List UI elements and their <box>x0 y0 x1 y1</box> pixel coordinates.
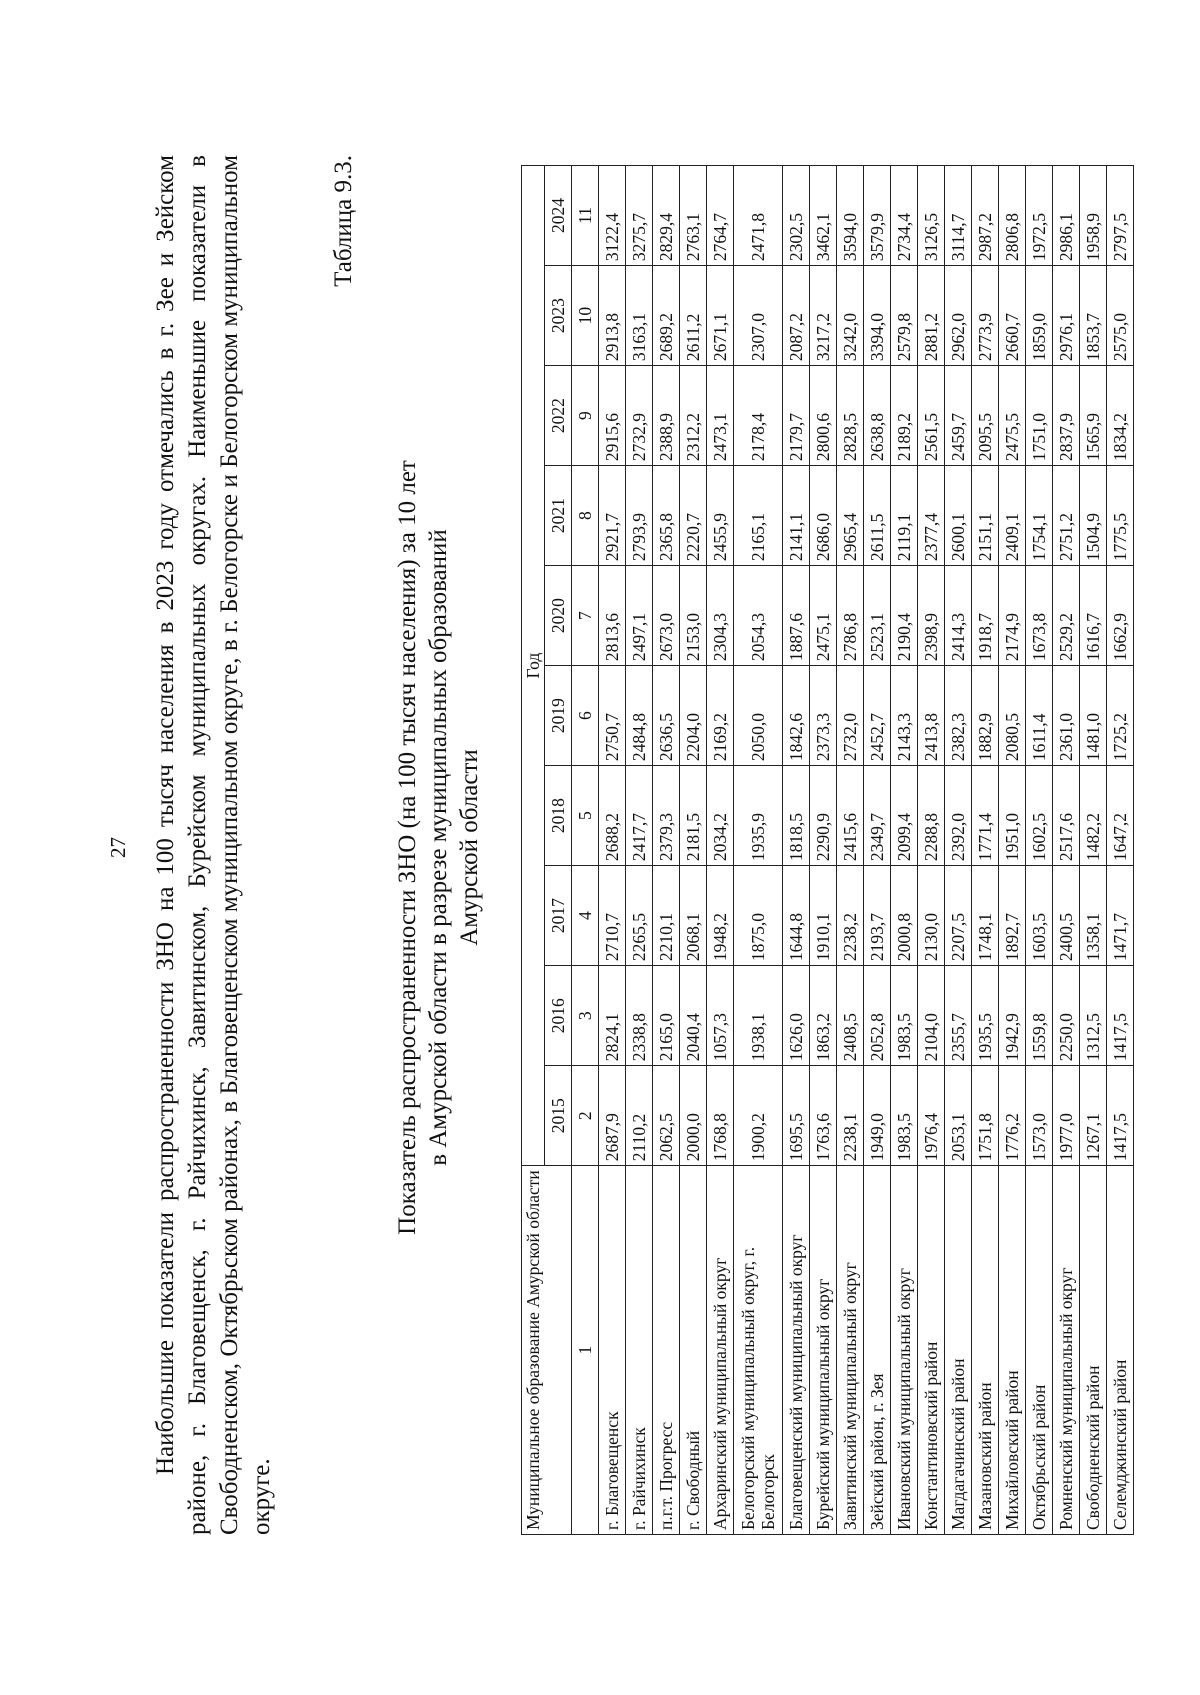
table-cell: 1417,5 <box>1107 1066 1134 1166</box>
table-cell: 1673,8 <box>1026 566 1053 666</box>
table-cell: 2671,1 <box>707 266 734 366</box>
table-cell: 2497,1 <box>626 566 653 666</box>
table-cell: 2734,4 <box>891 166 918 266</box>
table-cell: 2398,9 <box>918 566 945 666</box>
table-cell: 2382,3 <box>945 666 972 766</box>
column-number: 2 <box>572 1066 599 1166</box>
table-cell: 2304,3 <box>707 566 734 666</box>
year-header: 2020 <box>545 566 572 666</box>
table-cell: 2824,1 <box>599 966 626 1066</box>
table-cell: 2660,7 <box>999 266 1026 366</box>
table-cell: 1626,0 <box>783 966 810 1066</box>
column-number: 4 <box>572 866 599 966</box>
table-cell: 2837,9 <box>1053 366 1080 466</box>
table-cell: 1417,5 <box>1107 966 1134 1066</box>
table-cell: 2052,8 <box>864 966 891 1066</box>
table-cell: 1910,1 <box>810 866 837 966</box>
table-cell: 2579,8 <box>891 266 918 366</box>
table-cell: 1504,9 <box>1080 466 1107 566</box>
table-cell: 1573,0 <box>1026 1066 1053 1166</box>
table-cell: 2143,3 <box>891 666 918 766</box>
table-cell: 1647,2 <box>1107 766 1134 866</box>
table-cell: 3114,7 <box>945 166 972 266</box>
table-cell: 2181,5 <box>680 766 707 866</box>
column-number: 5 <box>572 766 599 866</box>
table-cell: 2793,9 <box>626 466 653 566</box>
table-cell: 2141,1 <box>783 466 810 566</box>
municipality-name: Михайловский район <box>999 1166 1026 1535</box>
table-cell: 3594,0 <box>837 166 864 266</box>
table-cell: 1695,5 <box>783 1066 810 1166</box>
table-cell: 1882,9 <box>972 666 999 766</box>
table-cell: 1751,0 <box>1026 366 1053 466</box>
table-cell: 2517,6 <box>1053 766 1080 866</box>
table-cell: 2238,2 <box>837 866 864 966</box>
table-cell: 2828,5 <box>837 366 864 466</box>
table-cell: 2377,4 <box>918 466 945 566</box>
table-cell: 2636,5 <box>653 666 680 766</box>
table-cell: 2169,2 <box>707 666 734 766</box>
table-cell: 2414,3 <box>945 566 972 666</box>
table-cell: 2881,2 <box>918 266 945 366</box>
municipality-name: Бурейский муниципальный округ <box>810 1166 837 1535</box>
municipality-name: Ромненский муниципальный округ <box>1053 1166 1080 1535</box>
table-cell: 2062,5 <box>653 1066 680 1166</box>
table-cell: 1842,6 <box>783 666 810 766</box>
municipality-name: Белогорский муниципальный округ, г. Белогорск <box>734 1166 783 1535</box>
table-cell: 2523,1 <box>864 566 891 666</box>
table-cell: 1938,1 <box>734 966 783 1066</box>
table-cell: 1977,0 <box>1053 1066 1080 1166</box>
table-cell: 2349,7 <box>864 766 891 866</box>
table-cell: 2459,7 <box>945 366 972 466</box>
table-row <box>837 166 864 1535</box>
table-cell: 1935,9 <box>734 766 783 866</box>
table-cell: 2312,2 <box>680 366 707 466</box>
table-cell: 1312,5 <box>1080 966 1107 1066</box>
table-cell: 2388,9 <box>653 366 680 466</box>
table-cell: 2751,2 <box>1053 466 1080 566</box>
table-cell: 1834,2 <box>1107 366 1134 466</box>
column-number: 6 <box>572 666 599 766</box>
table-cell: 2763,1 <box>680 166 707 266</box>
table-cell: 1748,1 <box>972 866 999 966</box>
table-cell: 2361,0 <box>1053 666 1080 766</box>
table-cell: 2000,8 <box>891 866 918 966</box>
municipality-column-header: Муниципальное образование Амурской области <box>522 1166 572 1535</box>
table-cell: 2000,0 <box>680 1066 707 1166</box>
table-cell: 1972,5 <box>1026 166 1053 266</box>
year-header: 2019 <box>545 666 572 766</box>
year-header: 2023 <box>545 266 572 366</box>
table-cell: 1983,5 <box>891 1066 918 1166</box>
table-cell: 2452,7 <box>864 666 891 766</box>
table-cell: 2529,2 <box>1053 566 1080 666</box>
table-title <box>392 0 485 1695</box>
year-header: 2021 <box>545 466 572 566</box>
table-cell: 3126,5 <box>918 166 945 266</box>
table-row <box>707 166 734 1535</box>
table-cell: 2732,9 <box>626 366 653 466</box>
table-cell: 2040,4 <box>680 966 707 1066</box>
table-row <box>945 166 972 1535</box>
municipality-name: Зейский район, г. Зея <box>864 1166 891 1535</box>
table-cell: 1918,7 <box>972 566 999 666</box>
table-cell: 2750,7 <box>599 666 626 766</box>
table-row <box>734 166 783 1535</box>
table-cell: 3242,0 <box>837 266 864 366</box>
table-cell: 2417,7 <box>626 766 653 866</box>
table-cell: 2288,8 <box>918 766 945 866</box>
table-cell: 2806,8 <box>999 166 1026 266</box>
table-cell: 3217,2 <box>810 266 837 366</box>
table-cell: 2786,8 <box>837 566 864 666</box>
table-cell: 1768,8 <box>707 1066 734 1166</box>
table-cell: 2204,0 <box>680 666 707 766</box>
table-row <box>680 166 707 1535</box>
table-cell: 2921,7 <box>599 466 626 566</box>
table-cell: 2415,6 <box>837 766 864 866</box>
table-cell: 1482,2 <box>1080 766 1107 866</box>
table-cell: 2986,1 <box>1053 166 1080 266</box>
table-cell: 2473,1 <box>707 366 734 466</box>
table-cell: 2710,7 <box>599 866 626 966</box>
year-header: 2018 <box>545 766 572 866</box>
table-cell: 2193,7 <box>864 866 891 966</box>
table-row <box>1080 166 1107 1535</box>
table-cell: 2302,5 <box>783 166 810 266</box>
table-cell: 1603,5 <box>1026 866 1053 966</box>
table-row <box>1053 166 1080 1535</box>
table-cell: 2475,5 <box>999 366 1026 466</box>
table-cell: 3122,4 <box>599 166 626 266</box>
prevalence-table <box>521 165 1134 1535</box>
table-cell: 1818,5 <box>783 766 810 866</box>
table-title-line-2: в Амурской области в разрезе муниципальных образований <box>425 529 452 1166</box>
table-cell: 2800,6 <box>810 366 837 466</box>
table-cell: 2207,5 <box>945 866 972 966</box>
table-cell: 3579,9 <box>864 166 891 266</box>
column-number: 1 <box>572 1166 599 1535</box>
table-cell: 2379,3 <box>653 766 680 866</box>
table-row <box>810 166 837 1535</box>
table-row <box>653 166 680 1535</box>
year-header: 2017 <box>545 866 572 966</box>
table-cell: 1776,2 <box>999 1066 1026 1166</box>
table-cell: 2689,2 <box>653 266 680 366</box>
table-cell: 2165,0 <box>653 966 680 1066</box>
table-cell: 2365,8 <box>653 466 680 566</box>
page-number: 27 <box>106 837 130 858</box>
table-cell: 2189,2 <box>891 366 918 466</box>
column-number: 7 <box>572 566 599 666</box>
municipality-name: Завитинский муниципальный округ <box>837 1166 864 1535</box>
header-row-column-numbers <box>572 166 599 1535</box>
table-cell: 2455,9 <box>707 466 734 566</box>
table-cell: 2355,7 <box>945 966 972 1066</box>
table-cell: 2179,7 <box>783 366 810 466</box>
year-header: 2024 <box>545 166 572 266</box>
intro-paragraph <box>150 155 278 1535</box>
table-cell: 2190,4 <box>891 566 918 666</box>
table-cell: 3394,0 <box>864 266 891 366</box>
table-cell: 2915,6 <box>599 366 626 466</box>
table-cell: 1958,9 <box>1080 166 1107 266</box>
table-cell: 2732,0 <box>837 666 864 766</box>
municipality-name: Октябрьский район <box>1026 1166 1053 1535</box>
year-header: 2022 <box>545 366 572 466</box>
table-cell: 2130,0 <box>918 866 945 966</box>
year-header: 2015 <box>545 1066 572 1166</box>
table-cell: 3275,7 <box>626 166 653 266</box>
municipality-name: Свободненский район <box>1080 1166 1107 1535</box>
column-number: 8 <box>572 466 599 566</box>
table-cell: 2034,2 <box>707 766 734 866</box>
year-header: 2016 <box>545 966 572 1066</box>
table-cell: 2673,0 <box>653 566 680 666</box>
table-cell: 2054,3 <box>734 566 783 666</box>
table-cell: 2773,9 <box>972 266 999 366</box>
table-row <box>1026 166 1053 1535</box>
municipality-name: Благовещенский муниципальный округ <box>783 1166 810 1535</box>
table-cell: 2987,2 <box>972 166 999 266</box>
table-cell: 1057,3 <box>707 966 734 1066</box>
table-row <box>626 166 653 1535</box>
table-cell: 2829,4 <box>653 166 680 266</box>
table-cell: 1775,5 <box>1107 466 1134 566</box>
table-cell: 2338,8 <box>626 966 653 1066</box>
table-cell: 2238,1 <box>837 1066 864 1166</box>
table-cell: 1900,2 <box>734 1066 783 1166</box>
municipality-name: г. Райчихинск <box>626 1166 653 1535</box>
table-cell: 2638,8 <box>864 366 891 466</box>
table-cell: 1853,7 <box>1080 266 1107 366</box>
table-cell: 2290,9 <box>810 766 837 866</box>
table-cell: 2110,2 <box>626 1066 653 1166</box>
table-cell: 2797,5 <box>1107 166 1134 266</box>
table-cell: 1859,0 <box>1026 266 1053 366</box>
table-cell: 2409,1 <box>999 466 1026 566</box>
table-cell: 2413,8 <box>918 666 945 766</box>
table-cell: 2153,0 <box>680 566 707 666</box>
table-cell: 2068,1 <box>680 866 707 966</box>
table-row <box>999 166 1026 1535</box>
table-cell: 1565,9 <box>1080 366 1107 466</box>
table-cell: 2174,9 <box>999 566 1026 666</box>
table-cell: 1662,9 <box>1107 566 1134 666</box>
table-cell: 1616,7 <box>1080 566 1107 666</box>
table-cell: 1951,0 <box>999 766 1026 866</box>
table-cell: 2611,2 <box>680 266 707 366</box>
table-cell: 2080,5 <box>999 666 1026 766</box>
table-cell: 1976,4 <box>918 1066 945 1166</box>
table-cell: 2119,1 <box>891 466 918 566</box>
table-cell: 2764,7 <box>707 166 734 266</box>
table-cell: 2687,9 <box>599 1066 626 1166</box>
table-cell: 2250,0 <box>1053 966 1080 1066</box>
municipality-name: г. Свободный <box>680 1166 707 1535</box>
table-cell: 2408,5 <box>837 966 864 1066</box>
table-title-line-3: Амурской области <box>456 749 483 946</box>
table-cell: 1983,5 <box>891 966 918 1066</box>
municipality-name: Селемджинский район <box>1107 1166 1134 1535</box>
column-number: 11 <box>572 166 599 266</box>
table-cell: 2686,0 <box>810 466 837 566</box>
table-cell: 1887,6 <box>783 566 810 666</box>
table-cell: 1763,6 <box>810 1066 837 1166</box>
table-row <box>972 166 999 1535</box>
table-body <box>599 166 1134 1535</box>
table-cell: 2087,2 <box>783 266 810 366</box>
table-cell: 2220,7 <box>680 466 707 566</box>
municipality-name: Мазановский район <box>972 1166 999 1535</box>
table-cell: 2813,6 <box>599 566 626 666</box>
table-cell: 1942,9 <box>999 966 1026 1066</box>
table-cell: 2965,4 <box>837 466 864 566</box>
header-row-group <box>522 166 545 1535</box>
table-cell: 3163,1 <box>626 266 653 366</box>
municipality-name: г. Благовещенск <box>599 1166 626 1535</box>
column-number: 3 <box>572 966 599 1066</box>
municipality-name: п.г.т. Прогресс <box>653 1166 680 1535</box>
table-cell: 2050,0 <box>734 666 783 766</box>
column-number: 10 <box>572 266 599 366</box>
table-cell: 2165,1 <box>734 466 783 566</box>
table-cell: 1771,4 <box>972 766 999 866</box>
municipality-name: Магдагачинский район <box>945 1166 972 1535</box>
table-row <box>891 166 918 1535</box>
table-cell: 2471,8 <box>734 166 783 266</box>
table-cell: 1559,8 <box>1026 966 1053 1066</box>
table-cell: 1644,8 <box>783 866 810 966</box>
column-number: 9 <box>572 366 599 466</box>
table-cell: 1754,1 <box>1026 466 1053 566</box>
table-cell: 2373,3 <box>810 666 837 766</box>
table-cell: 2178,4 <box>734 366 783 466</box>
municipality-name: Архаринский муниципальный округ <box>707 1166 734 1535</box>
table-title-line-1: Показатель распространенности ЗНО (на 100 тысяч населения) за 10 лет <box>394 460 421 1235</box>
table-cell: 1471,7 <box>1107 866 1134 966</box>
table-caption: Таблица 9.3. <box>330 155 357 287</box>
table-row <box>1107 166 1134 1535</box>
table-cell: 2484,8 <box>626 666 653 766</box>
paragraph-text: Наибольшие показатели распространенности ЗНО на 100 тысяч населения в 2023 году отмечались в г. Зее и Зейском районе, г. Благовещенск, г. Райчихинск, Завитинском, Бурейском муниципальных округах. Наименьшие показатели в Свободненском, Октябрьском районах, в Благовещенском муниципальном округе, в г. Белогорске и Белогорском муниципальном округе. <box>152 155 275 1535</box>
table-cell: 1948,2 <box>707 866 734 966</box>
table-cell: 1725,2 <box>1107 666 1134 766</box>
municipality-name: Константиновский район <box>918 1166 945 1535</box>
table-cell: 2265,5 <box>626 866 653 966</box>
municipality-name: Ивановский муниципальный округ <box>891 1166 918 1535</box>
table-cell: 2611,5 <box>864 466 891 566</box>
table-cell: 1875,0 <box>734 866 783 966</box>
table-cell: 1863,2 <box>810 966 837 1066</box>
table-cell: 1358,1 <box>1080 866 1107 966</box>
table-row <box>864 166 891 1535</box>
table-cell: 2210,1 <box>653 866 680 966</box>
table-cell: 2913,8 <box>599 266 626 366</box>
table-cell: 2600,1 <box>945 466 972 566</box>
table-cell: 2099,4 <box>891 766 918 866</box>
table-cell: 2962,0 <box>945 266 972 366</box>
table-cell: 2392,0 <box>945 766 972 866</box>
table-cell: 2053,1 <box>945 1066 972 1166</box>
table-row <box>918 166 945 1535</box>
table-cell: 2561,5 <box>918 366 945 466</box>
table-cell: 2104,0 <box>918 966 945 1066</box>
table-cell: 2575,0 <box>1107 266 1134 366</box>
table-cell: 2151,1 <box>972 466 999 566</box>
table-cell: 1267,1 <box>1080 1066 1107 1166</box>
table-row <box>599 166 626 1535</box>
table-cell: 2976,1 <box>1053 266 1080 366</box>
table-cell: 2475,1 <box>810 566 837 666</box>
table-row <box>783 166 810 1535</box>
table-cell: 1481,0 <box>1080 666 1107 766</box>
table-cell: 1611,4 <box>1026 666 1053 766</box>
table-cell: 1602,5 <box>1026 766 1053 866</box>
table-cell: 1751,8 <box>972 1066 999 1166</box>
table-cell: 1935,5 <box>972 966 999 1066</box>
table-cell: 1892,7 <box>999 866 1026 966</box>
year-group-header: Год <box>522 166 545 1166</box>
table-cell: 2307,0 <box>734 266 783 366</box>
table-cell: 1949,0 <box>864 1066 891 1166</box>
table-cell: 2095,5 <box>972 366 999 466</box>
table-cell: 3462,1 <box>810 166 837 266</box>
table-cell: 2688,2 <box>599 766 626 866</box>
table-cell: 2400,5 <box>1053 866 1080 966</box>
